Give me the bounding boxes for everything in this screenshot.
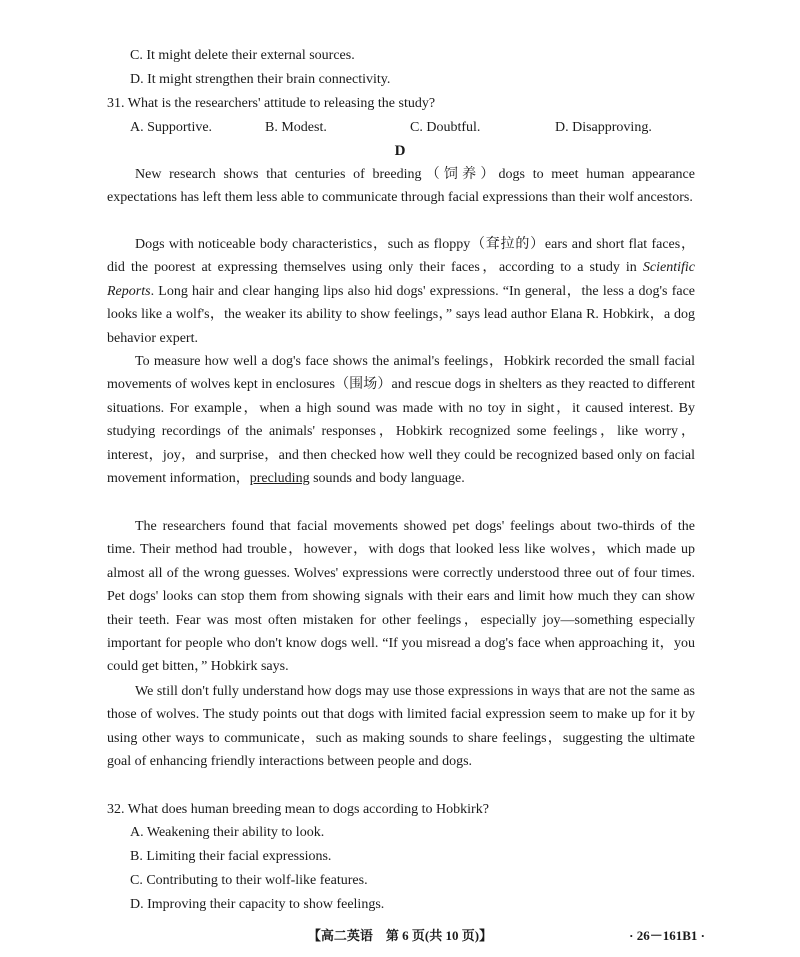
q31-stem: 31. What is the researchers' attitude to releasing the study? — [107, 96, 436, 111]
p2-text-a: Dogs with noticeable body characteristics，such as floppy（耷拉的）ears and short flat faces，did the poorest at expressing themselves using only their faces，according to a study in — [107, 237, 695, 276]
passage-paragraph-2 — [107, 233, 695, 350]
q31-option-a[interactable]: A. Supportive. — [130, 120, 213, 135]
p3-text-b: sounds and body language. — [309, 471, 465, 487]
journal-title: Scientific Reports — [107, 260, 695, 299]
q32-option-d[interactable]: D. Improving their capacity to show feelings. — [130, 897, 385, 912]
passage-paragraph-5: We still don't fully understand how dogs may use those expressions in ways that are not the same as those of wolves. The study points out that dogs with limited facial expression seem to make up for it by using other ways to communicate，such as making sounds to share feelings，suggesting the ultimate goal of enhancing friendly interactions between people and dogs. — [107, 684, 695, 770]
q32-stem: 32. What does human breeding mean to dogs according to Hobkirk? — [107, 802, 489, 817]
footer-page-info: 【高二英语 第 6 页(共 10 页)】 — [307, 928, 493, 943]
passage-paragraph-4: The researchers found that facial movements showed pet dogs' feelings about two-thirds of the time. Their method had trouble，however，with dogs that looked less like wolves，which made up almost all of the wrong guesses. Wolves' expressions were correctly understood three out of four times. Pet dogs' looks can stop them from showing signals with their ears and limit how much they can show their teeth. Fear was most often mistaken for other feelings，especially joy—something especially important for people who don't know dogs well. “If you misread a dog's face when approaching it，you could get bitten，” Hobkirk says. — [107, 519, 695, 675]
footer-exam-code: · 26－161B1 · — [629, 928, 705, 943]
p3-text-a: To measure how well a dog's face shows the animal's feelings，Hobkirk recorded the small facial movements of wolves kept in enclosures（围场）and rescue dogs in shelters as they reacted to different situations. For example，when a high sound was made with no toy in sight，it caused interest. By studying recordings of the animals' responses，Hobkirk recognized some feelings，like worry，interest，joy，and surprise，and then checked how well they could be recognized based only on facial movement information， — [107, 354, 695, 487]
p2-text-b: . Long hair and clear hanging lips also hid dogs' expressions. “In general，the less a dog's face looks like a wolf's，the weaker its ability to show feelings，” says lead author Elana R. Hobkirk，a dog behavior expert. — [107, 283, 695, 346]
page-footer — [0, 925, 800, 945]
section-label: D — [394, 143, 406, 159]
passage-paragraph-3 — [107, 350, 695, 490]
q31-options-row — [0, 118, 800, 138]
q32-option-a[interactable]: A. Weakening their ability to look. — [130, 825, 325, 840]
underlined-word: precluding — [249, 471, 310, 487]
q31-option-c[interactable]: C. Doubtful. — [410, 120, 481, 135]
q32-option-b[interactable]: B. Limiting their facial expressions. — [130, 849, 332, 864]
q30-option-c[interactable]: C. It might delete their external sources. — [130, 48, 355, 63]
q32-option-c[interactable]: C. Contributing to their wolf-like features. — [130, 873, 368, 888]
q31-option-d[interactable]: D. Disapproving. — [555, 120, 652, 135]
q30-option-d[interactable]: D. It might strengthen their brain connectivity. — [130, 72, 391, 87]
passage-paragraph-1: New research shows that centuries of breeding（饲养）dogs to meet human appearance expectations has left them less able to communicate through facial expressions than their wolf ancestors. — [107, 167, 695, 206]
q31-option-b[interactable]: B. Modest. — [265, 120, 327, 135]
